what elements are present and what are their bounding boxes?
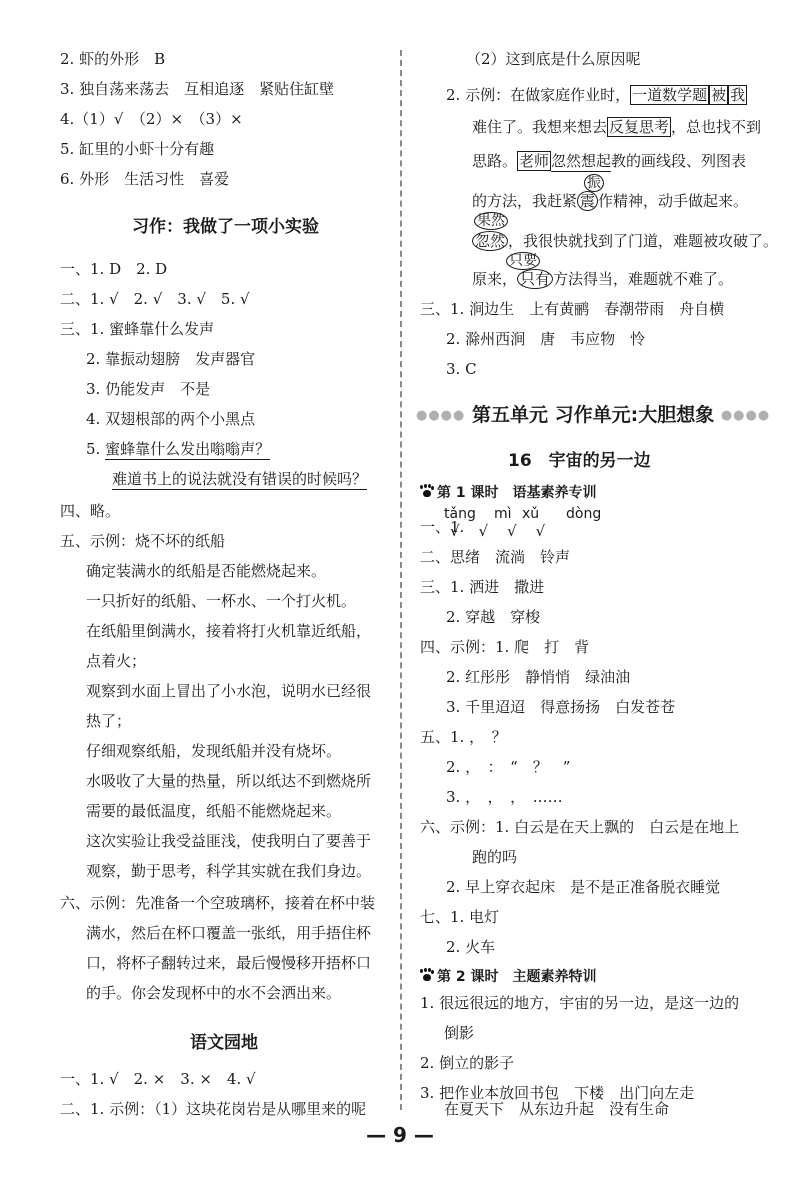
- answer-line: 口，将杯子翻转过来，最后慢慢移开捂杯口: [86, 954, 372, 972]
- text-fragment: ，我很快就找到了门道，难题被攻破了。: [508, 232, 779, 250]
- underlined-question: 蜜蜂靠什么发出嗡嗡声？: [105, 440, 271, 458]
- answer-line: 六、示例：先准备一个空玻璃杯，接着在杯中装: [60, 894, 376, 912]
- answer-line: [112, 468, 367, 490]
- lesson-label: [420, 966, 597, 986]
- lesson-label: [420, 482, 597, 502]
- text-fragment: 的方法，我赶紧: [472, 192, 578, 210]
- dots-decoration: ●●●●: [416, 408, 466, 423]
- answer-line: 需要的最低温度，纸船不能燃烧起来。: [86, 802, 342, 820]
- page-number: — 9 —: [366, 1123, 434, 1147]
- answer-line: [472, 190, 748, 212]
- lesson-title: 16 宇宙的另一边: [508, 451, 651, 471]
- section-title: 语文园地: [190, 1033, 258, 1053]
- paw-icon: [420, 485, 434, 498]
- answer-line: 6. 外形 生活习性 喜爱: [60, 170, 230, 188]
- answer-line: [446, 84, 747, 106]
- answer-line: 这次实验让我受益匪浅，使我明白了要善于: [86, 832, 372, 850]
- answer-line: 3. 独自荡来荡去 互相追逐 紧贴住缸壁: [60, 80, 335, 98]
- boxed-word: 我: [730, 86, 746, 104]
- answer-line: 2. 火车: [446, 938, 496, 956]
- answer-line: 4. 双翅根部的两个小黑点: [86, 410, 256, 428]
- answer-line: 3. 仍能发声 不是: [86, 380, 211, 398]
- answer-line: 的手。你会发现杯中的水不会洒出来。: [86, 984, 342, 1002]
- text-fragment: 原来，: [472, 270, 518, 288]
- boxed-word: 一道数学题: [632, 86, 708, 104]
- answer-line: 跑的吗: [472, 848, 518, 866]
- answer-line: 四、示例：1. 爬 打 背: [420, 638, 590, 656]
- correction-mark: [584, 172, 604, 192]
- text-fragment: ，总也找不到: [671, 118, 762, 136]
- answer-line: [472, 150, 746, 172]
- answer-line: 2. 虾的外形 B: [60, 50, 166, 68]
- answer-line: 2. 滁州西涧 唐 韦应物 怜: [446, 330, 646, 348]
- answer-line: 一只折好的纸船、一杯水、一个打火机。: [86, 592, 357, 610]
- answer-line: 3. 把作业本放回书包 下楼 出门向左走: [420, 1084, 695, 1102]
- answer-line: 热了；: [86, 712, 132, 730]
- answer-line: 3. ， ， ， ……: [446, 788, 563, 806]
- text-fragment: 思路。: [472, 152, 518, 170]
- pinyin: mì: [494, 506, 512, 522]
- answer-line: [472, 230, 778, 252]
- answer-line: 二、思绪 流淌 铃声: [420, 548, 571, 566]
- paw-icon: [420, 969, 434, 982]
- circled-word: 忽然: [472, 231, 508, 251]
- text-fragment: 教的画线段、列图表: [611, 152, 747, 170]
- underlined-word: 忽然想起: [551, 152, 612, 170]
- answer-line: 4.（1）√ （2）× （3）×: [60, 110, 243, 128]
- text-fragment: 方法得当，难题就不难了。: [553, 270, 734, 288]
- correction-word: 果然: [474, 212, 508, 230]
- answer-line: [472, 268, 733, 290]
- dots-decoration: ●●●●: [720, 408, 771, 423]
- answer-line: 观察到水面上冒出了小水泡，说明水已经很: [86, 682, 372, 700]
- answer-line: 五、1. ， ？: [420, 728, 507, 746]
- answer-line: （2）这到底是什么原因呢: [466, 50, 641, 68]
- pinyin: xǔ: [522, 506, 540, 522]
- answer-line: 七、1. 电灯: [420, 908, 500, 926]
- answer-line: 五、示例：烧不坏的纸船: [60, 532, 226, 550]
- answer-line: 水吸收了大量的热量，所以纸达不到燃烧所: [86, 772, 372, 790]
- answer-line: 二、1. 示例：（1）这块花岗岩是从哪里来的呢: [60, 1100, 367, 1118]
- answer-line: 四、略。: [60, 502, 121, 520]
- unit-title-text: 第五单元 习作单元:大胆想象: [472, 404, 715, 426]
- circled-word: 只有: [517, 269, 553, 289]
- answer-line: 3. C: [446, 360, 477, 378]
- section-title: 习作：我做了一项小实验: [132, 217, 319, 237]
- text-fragment: 作精神，动手做起来。: [598, 192, 749, 210]
- pinyin: tǎng: [444, 506, 476, 522]
- answer-line: 观察，勤于思考，科学其实就在我们身边。: [86, 862, 372, 880]
- example-label: 2. 示例：在做家庭作业时，: [446, 86, 631, 104]
- unit-title: [416, 400, 770, 427]
- answer-line: 二、1. √ 2. √ 3. √ 5. √: [60, 290, 250, 308]
- answer-line: 一、1. √ 2. × 3. × 4. √: [60, 1070, 256, 1088]
- boxed-word: 被: [711, 86, 727, 104]
- boxed-word: 反复思考: [609, 118, 670, 136]
- boxed-word: 老师: [519, 152, 550, 170]
- answer-line: 三、1. 洒进 撒进: [420, 578, 545, 596]
- answer-line: 2. ， ： “ ？ ”: [446, 758, 571, 776]
- answer-line: 仔细观察纸船，发现纸船并没有烧坏。: [86, 742, 342, 760]
- underlined-question: 难道书上的说法就没有错误的时候吗？: [112, 470, 368, 488]
- pinyin: dòng: [566, 506, 602, 522]
- answer-line: 一、1.: [420, 518, 465, 536]
- answer-line: 2. 早上穿衣起床 是不是正准备脱衣睡觉: [446, 878, 721, 896]
- answer-line: 三、1. 涧边生 上有黄鹂 春潮带雨 舟自横: [420, 300, 725, 318]
- answer-line: [472, 116, 761, 138]
- answer-line: 2. 穿越 穿梭: [446, 608, 541, 626]
- answer-line: 2. 红彤彤 静悄悄 绿油油: [446, 668, 631, 686]
- answer-line: 在纸船里倒满水，接着将打火机靠近纸船，: [86, 622, 372, 640]
- answer-line: 在夏天下 从东边升起 没有生命: [444, 1100, 670, 1118]
- lesson-label-text: 第 1 课时 语基素养专训: [437, 485, 597, 501]
- column-divider: [400, 50, 402, 1110]
- answer-line: 2. 靠振动翅膀 发声器官: [86, 350, 256, 368]
- answer-line: [86, 438, 270, 460]
- answer-line: 3. 千里迢迢 得意扬扬 白发苍苍: [446, 698, 676, 716]
- item-number: 5.: [86, 440, 106, 458]
- answer-line: 满水，然后在杯口覆盖一张纸，用手捂住杯: [86, 924, 372, 942]
- answer-line: 一、1. D 2. D: [60, 260, 168, 278]
- answer-line: 点着火；: [86, 652, 147, 670]
- answer-line: 2. 倒立的影子: [420, 1054, 515, 1072]
- correction-word: 只要: [506, 252, 540, 270]
- answer-line: 六、示例：1. 白云是在天上飘的 白云是在地上: [420, 818, 740, 836]
- answer-line: 5. 缸里的小虾十分有趣: [60, 140, 215, 158]
- correction-mark: [506, 250, 540, 270]
- answer-line: 1. 很远很远的地方，宇宙的另一边，是这一边的: [420, 994, 740, 1012]
- answer-line: 倒影: [444, 1024, 475, 1042]
- circled-word: 震: [577, 191, 598, 211]
- text-fragment: 难住了。我想来想去: [472, 118, 608, 136]
- check-marks: √ √ √ √: [450, 522, 548, 540]
- answer-line: 确定装满水的纸船是否能燃烧起来。: [86, 562, 327, 580]
- correction-word: 振: [584, 174, 604, 192]
- answer-line: 三、1. 蜜蜂靠什么发声: [60, 320, 215, 338]
- lesson-label-text: 第 2 课时 主题素养特训: [437, 969, 597, 985]
- correction-mark: [474, 210, 508, 230]
